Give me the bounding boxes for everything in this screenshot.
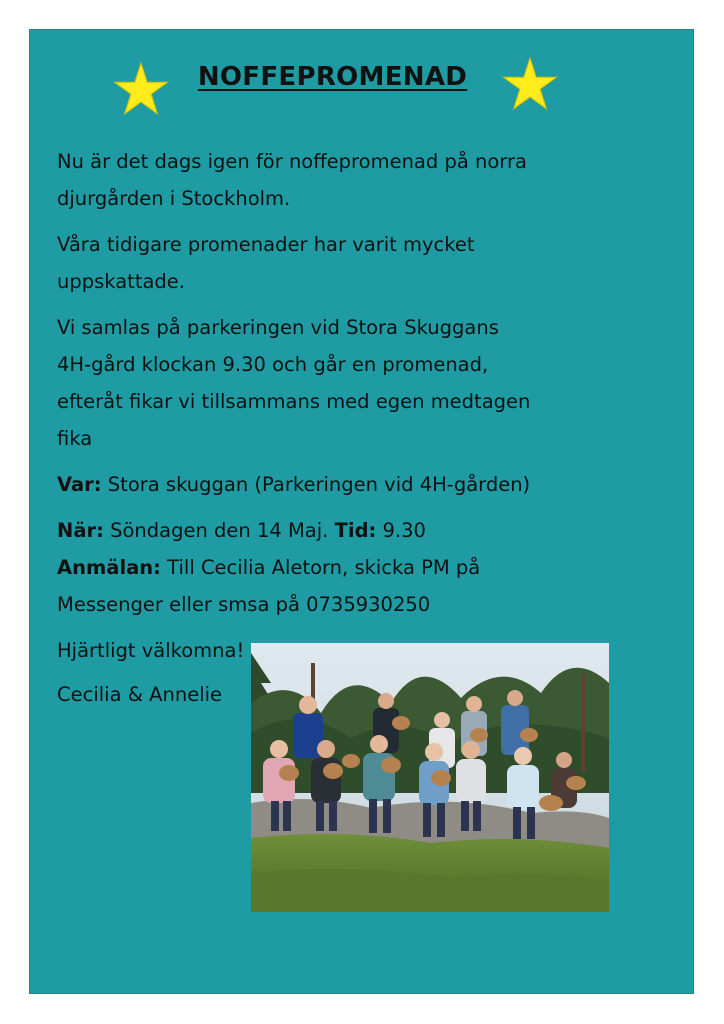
signup-line-2: Messenger eller smsa på 0735930250 — [57, 593, 431, 616]
signup-value: Till Cecilia Aletorn, skicka PM på — [160, 556, 481, 579]
time-label: Tid: — [334, 519, 377, 542]
when-block — [57, 512, 480, 623]
meeting-line: fika — [57, 427, 93, 450]
when-value: Söndagen den 14 Maj. — [103, 519, 335, 542]
welcome-text: Hjärtligt välkomna! — [57, 639, 245, 662]
star-icon — [502, 56, 558, 112]
previous-walks-paragraph — [57, 226, 475, 300]
previous-line: Våra tidigare promenader har varit mycket — [57, 233, 475, 256]
meeting-line: Vi samlas på parkeringen vid Stora Skuggans — [57, 316, 499, 339]
where-line — [57, 466, 530, 503]
signup-label: Anmälan: — [57, 556, 161, 579]
meeting-line: 4H-gård klockan 9.30 och går en promenad, — [57, 353, 489, 376]
signature: Cecilia & Annelie — [57, 683, 223, 706]
meeting-paragraph — [57, 309, 530, 457]
meeting-line: efteråt fikar vi tillsammans med egen medtagen — [57, 390, 531, 413]
time-value: 9.30 — [376, 519, 426, 542]
group-photo-illustration — [251, 643, 609, 912]
intro-paragraph — [57, 143, 527, 217]
intro-line: Nu är det dags igen för noffepromenad på norra — [57, 150, 527, 173]
group-photo — [251, 643, 609, 912]
when-label: När: — [57, 519, 104, 542]
intro-line: djurgården i Stockholm. — [57, 187, 291, 210]
where-label: Var: — [57, 473, 102, 496]
signup-line — [57, 549, 480, 586]
previous-line: uppskattade. — [57, 270, 185, 293]
where-value: Stora skuggan (Parkeringen vid 4H-gården) — [101, 473, 531, 496]
page-title: NOFFEPROMENAD — [197, 62, 468, 92]
when-line — [57, 512, 480, 549]
